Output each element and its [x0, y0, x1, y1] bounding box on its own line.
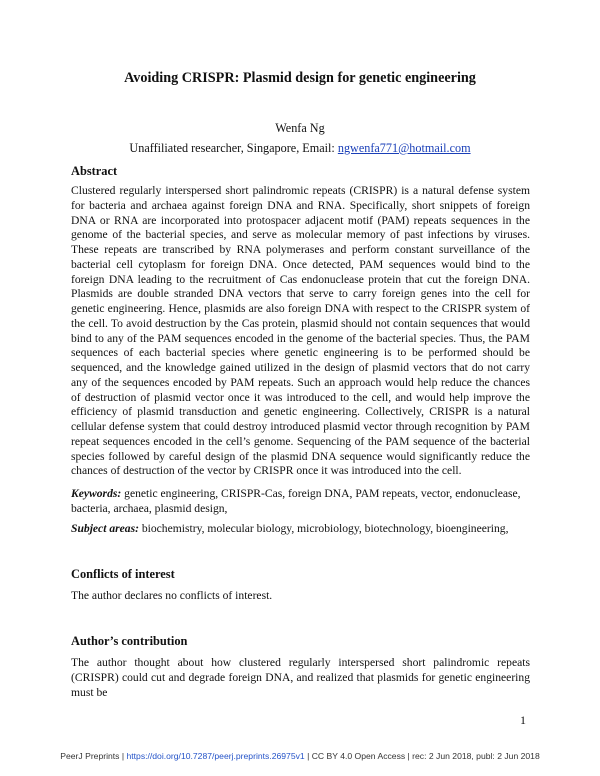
- affiliation-text: Unaffiliated researcher, Singapore, Email:: [129, 141, 338, 155]
- contribution-heading: Author’s contribution: [71, 634, 188, 648]
- email-link[interactable]: ngwenfa771@hotmail.com: [337, 141, 471, 155]
- contribution-body: The author thought about how clustered regularly interspersed short palindromic repeats (CRISPR) could cut and degrade foreign DNA, and realized that plasmids for genetic engineering must be: [71, 656, 530, 699]
- affiliation: [0, 141, 600, 156]
- keywords-label: Keywords:: [71, 487, 122, 500]
- doi-link[interactable]: https://doi.org/10.7287/peerj.preprints.26975v1: [126, 751, 305, 761]
- abstract-body: Clustered regularly interspersed short palindromic repeats (CRISPR) is a natural defense system for bacteria and archaea against foreign DNA and RNA. Specifically, short snippets of foreign DNA or RNA are incorporated into protospacer adjacent motif (PAM) repeats sequences in the genome of the bacterial species, and serve as molecular memory of past infections by viruses. These repeats are transcribed by RNA polymerases and perform constant surveillance of the bacterial cell cytoplasm for foreign DNA. Once detected, PAM sequences would bind to the foreign DNA leading to the recruitment of Cas endonuclease protein that cut the foreign DNA. Plasmids are double stranded DNA vectors that serve to carry foreign genes into the cell for genetic engineering. Hence, plasmids are also foreign DNA with respect to the CRISPR system of the cell. To avoid destruction by the Cas protein, plasmid should not contain sequences that would bind to any of the PAM sequences encoded in the genome of the bacterial species. Thus, the PAM sequences of each bacterial species where genetic engineering is to be performed should be sequenced, and the knowledge gained utilized in the design of plasmid vectors that do not carry any of the sequences encoded by PAM repeats. Such an approach would help reduce the chances of destruction of plasmid vector once it was introduced to the cell, and would help improve the efficiency of plasmid transduction and genetic engineering. Collectively, CRISPR is a natural cellular defense system that could destroy introduced plasmid vector through recognition by PAM repeat sequences encoded in the cell’s genome. Sequencing of the PAM sequence of the bacterial species followed by careful design of the plasmid DNA sequence would significantly reduce the chances of destruction of the vector by CRISPR once it was introduced into the cell.: [71, 184, 530, 478]
- footer-prefix: PeerJ Preprints |: [60, 751, 127, 761]
- keywords-text: genetic engineering, CRISPR-Cas, foreign DNA, PAM repeats, vector, endonuclease, bacteria, archaea, plasmid design,: [71, 487, 521, 515]
- author-name: Wenfa Ng: [275, 121, 325, 135]
- subject-areas-text: biochemistry, molecular biology, microbiology, biotechnology, bioengineering,: [138, 522, 509, 535]
- footer-suffix: | CC BY 4.0 Open Access | rec: 2 Jun 2018, publ: 2 Jun 2018: [304, 751, 540, 761]
- preprint-footer: [0, 751, 600, 761]
- conflicts-heading: Conflicts of interest: [71, 567, 175, 581]
- paper-title: Avoiding CRISPR: Plasmid design for genetic engineering: [124, 70, 476, 86]
- abstract-heading: Abstract: [71, 164, 118, 178]
- subject-areas-label: Subject areas:: [71, 522, 139, 535]
- conflicts-body: The author declares no conflicts of interest.: [71, 589, 273, 602]
- subject-areas: [71, 522, 530, 537]
- keywords: [71, 487, 530, 517]
- page-number: 1: [520, 713, 526, 727]
